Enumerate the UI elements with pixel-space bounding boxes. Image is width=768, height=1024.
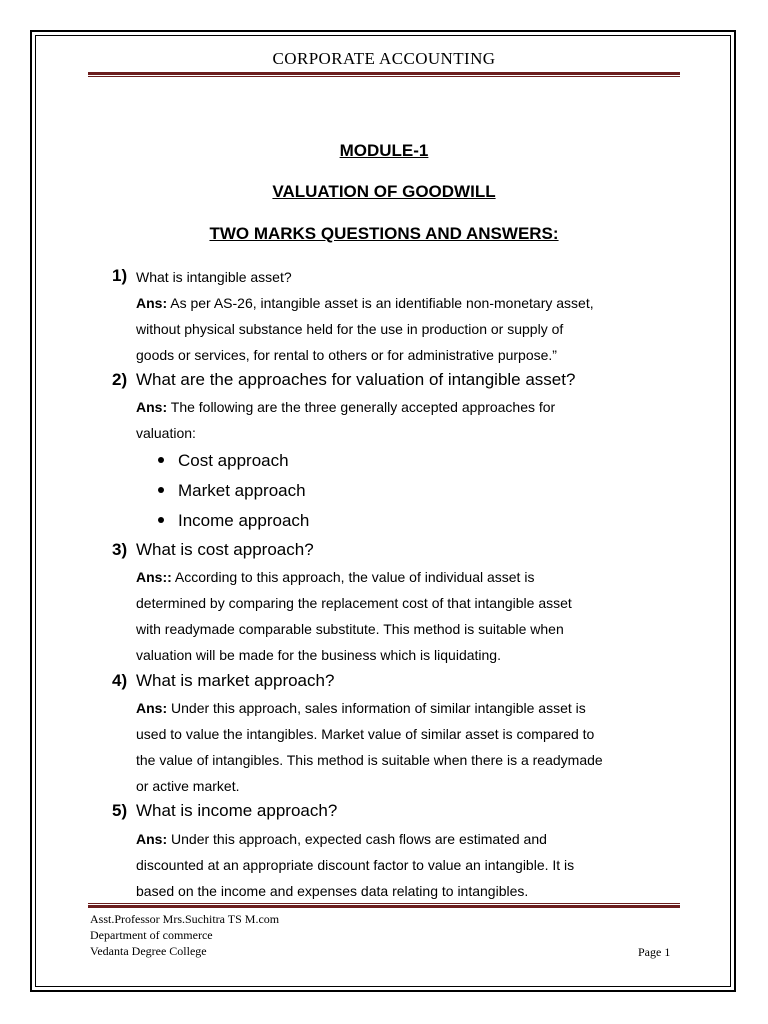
bullet-icon	[158, 517, 164, 523]
list-item: Market approach	[158, 476, 309, 506]
question-text: What is intangible asset?	[136, 269, 292, 285]
answer	[136, 826, 681, 904]
answer-line: Ans: As per AS-26, intangible asset is an identifiable non-monetary asset,	[136, 295, 594, 311]
answer-label: Ans:	[136, 295, 168, 311]
footer-author: Asst.Professor Mrs.Suchitra TS M.com	[90, 912, 280, 926]
answer-line: goods or services, for rental to others or for administrative purpose.”	[136, 347, 557, 363]
answer-line: Ans: The following are the three generally accepted approaches for	[136, 399, 556, 415]
answer	[136, 695, 681, 799]
question-number: 5)	[112, 801, 128, 820]
question-text: What is market approach?	[136, 671, 335, 690]
answer-label: Ans:	[136, 700, 168, 716]
answer-line: determined by comparing the replacement cost of that intangible asset	[136, 595, 572, 611]
answer-line: without physical substance held for the use in production or supply of	[136, 321, 564, 337]
answer-label: Ans:	[136, 399, 168, 415]
list-item: Income approach	[158, 506, 309, 536]
question-number: 3)	[112, 540, 128, 559]
approach-list	[158, 446, 309, 536]
footer-department: Department of commerce	[90, 928, 213, 942]
answer-line: based on the income and expenses data relating to intangibles.	[136, 883, 529, 899]
question-number: 2)	[112, 370, 128, 389]
answer-line: discounted at an appropriate discount factor to value an intangible. It is	[136, 857, 575, 873]
answer-line: Ans:: According to this approach, the value of individual asset is	[136, 569, 535, 585]
list-item: Cost approach	[158, 446, 309, 476]
answer-line: or active market.	[136, 778, 240, 794]
answer	[136, 394, 681, 446]
question-text: What is income approach?	[136, 801, 338, 820]
module-heading: MODULE-1	[339, 141, 429, 160]
question-number: 4)	[112, 671, 128, 690]
answer-line: valuation:	[136, 425, 196, 441]
answer-line: valuation will be made for the business which is liquidating.	[136, 647, 501, 663]
page-number: Page 1	[638, 945, 671, 959]
answer	[136, 290, 681, 368]
question-text: What are the approaches for valuation of intangible asset?	[136, 370, 576, 389]
section-heading: TWO MARKS QUESTIONS AND ANSWERS:	[209, 224, 559, 243]
answer-line: with readymade comparable substitute. This method is suitable when	[136, 621, 564, 637]
answer	[136, 564, 681, 668]
footer-rule	[88, 903, 680, 908]
answer-line: Ans: Under this approach, expected cash flows are estimated and	[136, 831, 547, 847]
question-text: What is cost approach?	[136, 540, 314, 559]
answer-label: Ans::	[136, 569, 172, 585]
header-rule	[88, 72, 680, 77]
answer-line: Ans: Under this approach, sales information of similar intangible asset is	[136, 700, 586, 716]
header-title: CORPORATE ACCOUNTING	[272, 49, 496, 68]
bullet-icon	[158, 487, 164, 493]
answer-line: used to value the intangibles. Market value of similar asset is compared to	[136, 726, 595, 742]
answer-label: Ans:	[136, 831, 168, 847]
topic-heading: VALUATION OF GOODWILL	[272, 182, 496, 201]
answer-line: the value of intangibles. This method is suitable when there is a readymade	[136, 752, 603, 768]
question-number: 1)	[112, 266, 128, 285]
footer-college: Vedanta Degree College	[90, 944, 207, 958]
bullet-icon	[158, 457, 164, 463]
